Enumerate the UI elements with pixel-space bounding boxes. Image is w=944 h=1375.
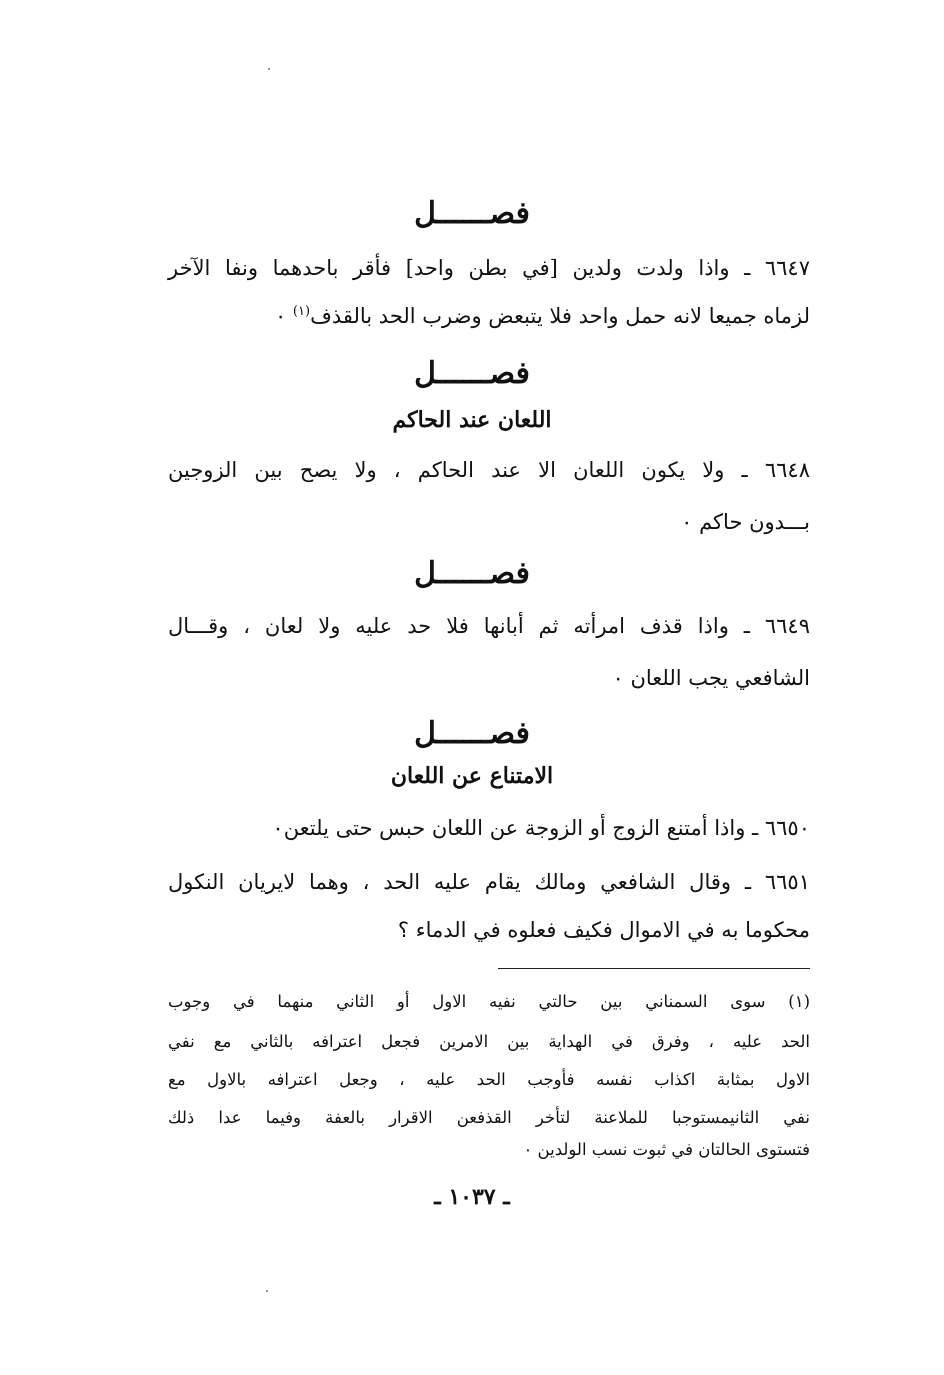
paragraph-text: لزماه جميعا لانه حمل واحد فلا يتبعض وضرب الحد بالقذف (310, 304, 810, 328)
footnote-line: (١) سوى السمناني بين حالتي نفيه الاول أو الثاني منهما في وجوب (168, 992, 810, 1011)
section-subheading: الامتناع عن اللعان (390, 763, 554, 789)
section-heading: فصــــــل (414, 356, 530, 391)
paragraph-line: محكوما به في الاموال فكيف فعلوه في الدماء ؟ (397, 918, 810, 942)
paragraph-line: ٦٦٤٩ ـ واذا قذف امرأته ثم أبانها فلا حد عليه ولا لعان ، وقـــال (168, 614, 810, 638)
section-heading: فصــــــل (414, 556, 530, 591)
scan-mark (268, 68, 270, 70)
footnote-separator (498, 968, 810, 969)
footnote-line: الحد عليه ، وفرق في الهداية بين الامرين فجعل اعترافه بالثاني مع نفي (168, 1032, 810, 1051)
scan-mark (266, 1290, 268, 1292)
paragraph-line-with-footnote (168, 298, 810, 334)
paragraph-line: الشافعي يجب اللعان ٠ (612, 666, 810, 690)
paragraph-line: ٦٦٤٨ ـ ولا يكون اللعان الا عند الحاكم ، ولا يصح بين الزوجين (168, 458, 810, 482)
footnote-reference: (١) (292, 304, 311, 319)
footnote-line: نفي الثانيمستوجبا للملاعنة لتأخر القذفعن الاقرار بالعفة وفيما عدا ذلك (168, 1108, 810, 1127)
end-mark: ٠ (274, 304, 293, 328)
footnote-line: فتستوى الحالتان في ثبوت نسب الولدين ٠ (523, 1140, 810, 1159)
section-subheading: اللعان عند الحاكم (392, 407, 552, 433)
paragraph-line: ٦٦٥١ ـ وقال الشافعي ومالك يقام عليه الحد ، وهما لايريان النكول (168, 870, 810, 894)
page-number: ـ ١٠٣٧ ـ (434, 1184, 510, 1210)
footnote-line: الاول بمثابة اكذاب نفسه فأوجب الحد عليه ، وجعل اعترافه بالاول مع (168, 1070, 810, 1089)
section-heading: فصــــــل (414, 716, 530, 751)
paragraph-line: بـــدون حاكم ٠ (681, 510, 810, 534)
paragraph-line: ٦٦٥٠ ـ واذا أمتنع الزوج أو الزوجة عن اللعان حبس حتى يلتعن٠ (272, 816, 810, 840)
paragraph-line: ٦٦٤٧ ـ واذا ولدت ولدين [في بطن واحد] فأقر باحدهما ونفا الآخر (168, 256, 810, 280)
section-heading: فصــــــل (414, 196, 530, 231)
